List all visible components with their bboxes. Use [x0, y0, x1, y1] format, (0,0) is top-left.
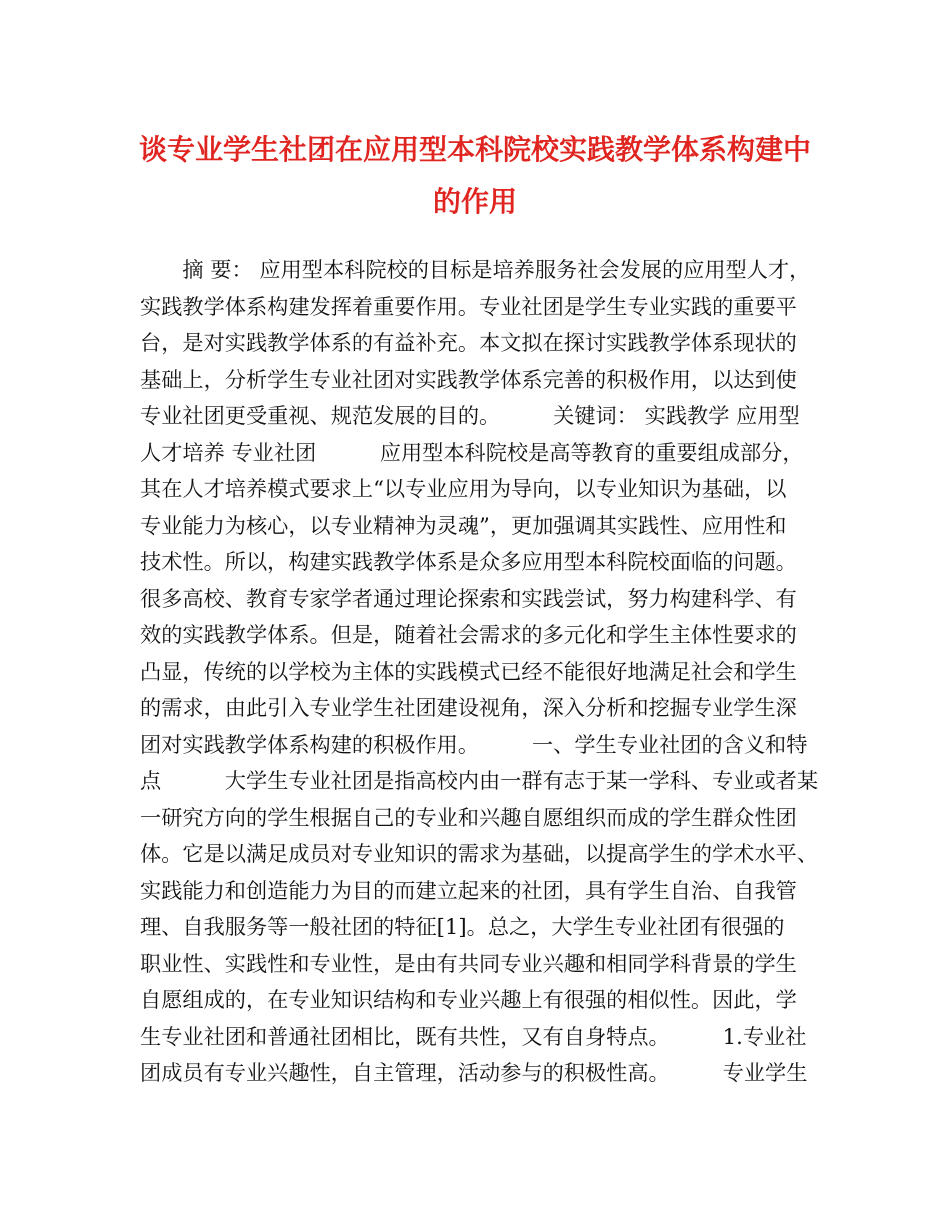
- body-line: 点 大学生专业社团是指高校内由一群有志于某一学科、专业或者某: [140, 768, 819, 793]
- body-line: 团成员有专业兴趣性，自主管理，活动参与的积极性高。 专业学生: [140, 1060, 808, 1085]
- title-line: 谈专业学生社团在应用型本科院校实践教学体系构建中: [138, 133, 811, 166]
- body-line: 人才培养 专业社团 应用型本科院校是高等教育的重要组成部分，: [140, 439, 804, 465]
- body-line: 专业能力为核心，以专业精神为灵魂”，更加强调其实践性、应用性和: [140, 512, 787, 538]
- body-line: 体。它是以满足成员对专业知识的需求为基础，以提高学生的学术水平、: [140, 841, 819, 866]
- title-line: 的作用: [432, 185, 517, 218]
- body-line: 专业社团更受重视、规范发展的目的。 关键词： 实践教学 应用型: [140, 403, 800, 428]
- body-line: 基础上，分析学生专业社团对实践教学体系完善的积极作用，以达到使: [140, 366, 797, 392]
- body-line: 技术性。所以，构建实践教学体系是众多应用型本科院校面临的问题。: [140, 549, 797, 574]
- body-line: 生专业社团和普通社团相比，既有共性，又有自身特点。 1.专业社: [140, 1023, 807, 1049]
- body-line: 一研究方向的学生根据自己的专业和兴趣自愿组织而成的学生群众性团: [140, 804, 797, 830]
- body-line: 自愿组成的，在专业知识结构和专业兴趣上有很强的相似性。因此，学: [140, 987, 797, 1012]
- body-line: 台，是对实践教学体系的有益补充。本文拟在探讨实践教学体系现状的: [140, 330, 797, 355]
- body-line: 职业性、实践性和专业性，是由有共同专业兴趣和相同学科背景的学生: [140, 950, 797, 976]
- document-title: [130, 124, 820, 228]
- body-line: 其在人才培养模式要求上“以专业应用为导向，以专业知识为基础，以: [140, 476, 787, 501]
- body-line: 凸显，传统的以学校为主体的实践模式已经不能很好地满足社会和学生: [140, 658, 797, 684]
- body-line: 效的实践教学体系。但是，随着社会需求的多元化和学生主体性要求的: [140, 622, 797, 647]
- body-line: 摘 要： 应用型本科院校的目标是培养服务社会发展的应用型人才，: [140, 257, 811, 282]
- body-line: 团对实践教学体系构建的积极作用。 一、学生专业社团的含义和特: [140, 731, 808, 757]
- body-line: 理、自我服务等一般社团的特征[1]。总之，大学生专业社团有很强的: [140, 914, 785, 939]
- document-body: [140, 252, 830, 1092]
- body-line: 的需求，由此引入专业学生社团建设视角，深入分析和挖掘专业学生深: [140, 695, 797, 720]
- body-line: 实践教学体系构建发挥着重要作用。专业社团是学生专业实践的重要平: [140, 293, 797, 319]
- body-line: 很多高校、教育专家学者通过理论探索和实践尝试，努力构建科学、有: [140, 585, 797, 611]
- body-line: 实践能力和创造能力为目的而建立起来的社团，具有学生自治、自我管: [140, 877, 797, 903]
